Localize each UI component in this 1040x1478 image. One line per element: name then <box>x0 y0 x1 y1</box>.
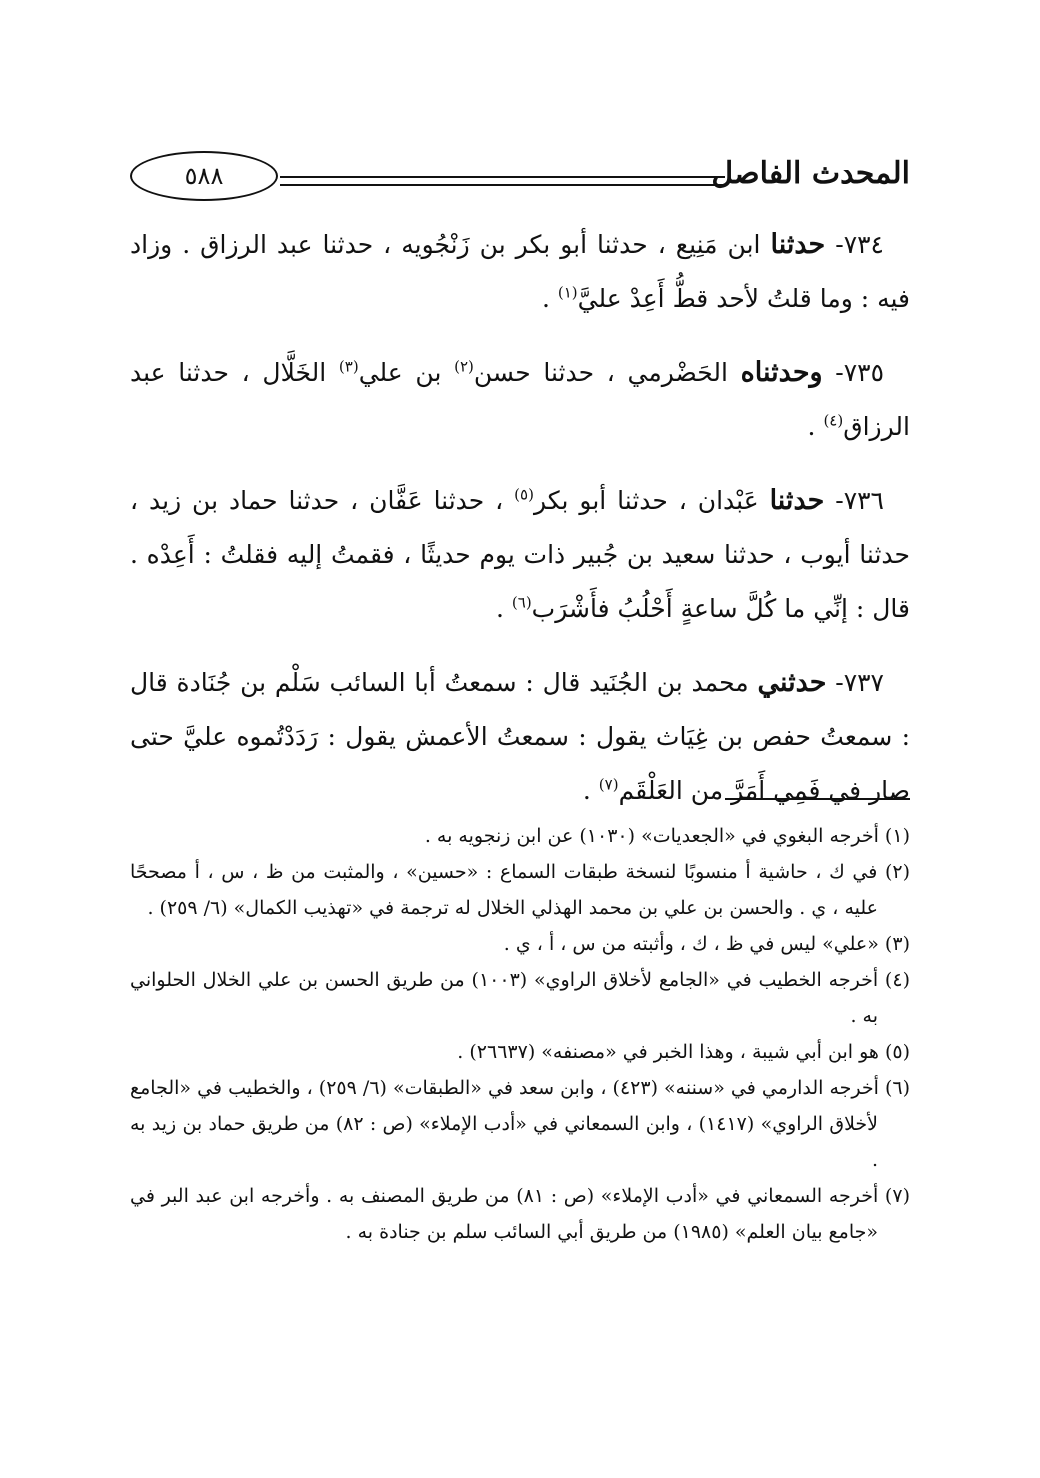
hadith-tail: . <box>495 594 512 623</box>
hadith-text: بن علي <box>358 358 455 387</box>
footnote-ref: (٢) <box>454 357 474 376</box>
footnote: (٥) هو ابن أبي شيبة ، وهذا الخبر في «مصنفه» (٢٦٦٣٧) . <box>457 1041 910 1063</box>
hadith-text: محمد بن الجُنَيد قال : سمعتُ أبا السائب سَلْم بن جُنَادة قال : سمعتُ حفص بن غِيَاث يقول : سمعتُ الأعمش يقول : رَدَدْتُموه عليَّ حتى صار في فَمِي أَمَرَّ من العَلْقَم <box>130 668 910 805</box>
footnotes <box>130 818 910 1250</box>
hadith-text: ابن مَنِيع ، حدثنا أبو بكر بن زَنْجُويه ، حدثنا عبد الرزاق . وزاد فيه : وما قلتُ لأحد قطُّ أَعِدْ عليَّ <box>130 230 910 313</box>
hadith-lead: حدثنا <box>769 485 825 516</box>
footnote-ref: (٧) <box>598 775 619 794</box>
page-header <box>130 148 910 218</box>
hadith-text: الحَضْرمي ، حدثنا حسن <box>473 358 728 387</box>
hadith-lead: حدثنا <box>770 229 826 260</box>
page-number: ٥٨٨ <box>130 151 278 201</box>
footnote: (٢) في ك ، حاشية أ منسوبًا لنسخة طبقات السماع : «حسين» ، والمثبت من ظ ، س ، أ مصححًا عليه ، ي . والحسن بن علي بن محمد الهذلي الخلال له ترجمة في «تهذيب الكمال» (٦/ ٢٥٩) . <box>130 861 910 919</box>
hadith-text: عَبْدان ، حدثنا أبو بكر <box>533 486 759 515</box>
hadith-tail: . <box>807 412 824 441</box>
footnote: (٣) «علي» ليس في ظ ، ك ، وأثبته من س ، أ ، ي . <box>503 933 910 955</box>
hadith-number: ٧٣٤- <box>835 230 884 259</box>
header-rule-bottom <box>280 184 725 186</box>
hadith-737 <box>130 656 910 818</box>
hadith-lead: وحدثناه <box>740 357 823 388</box>
hadith-tail: . <box>582 776 599 805</box>
footnote-ref: (٥) <box>514 485 534 504</box>
hadith-text: الخَلَّال ، حدثنا عبد الرزاق <box>130 358 910 441</box>
footnote-ref: (٤) <box>823 411 844 430</box>
hadith-tail: . <box>541 284 558 313</box>
hadith-number: ٧٣٦- <box>835 486 884 515</box>
header-rule-top <box>280 176 725 178</box>
footnote: (٦) أخرجه الدارمي في «سننه» (٤٢٣) ، وابن سعد في «الطبقات» (٦/ ٢٥٩) ، والخطيب في «الجامع لأخلاق الراوي» (١٤١٧) ، وابن السمعاني في «أدب الإملاء» (ص : ٨٢) من طريق حماد بن زيد به . <box>130 1077 910 1171</box>
footnote: (٤) أخرجه الخطيب في «الجامع لأخلاق الراوي» (١٠٠٣) من طريق الحسن بن علي الخلال الحلواني به . <box>130 969 910 1027</box>
hadith-number: ٧٣٧- <box>835 668 884 697</box>
footnote: (٧) أخرجه السمعاني في «أدب الإملاء» (ص : ٨١) من طريق المصنف به . وأخرجه ابن عبد البر في «جامع بيان العلم» (١٩٨٥) من طريق أبي السائب سلم بن جنادة به . <box>130 1185 910 1243</box>
hadith-number: ٧٣٥- <box>835 358 885 387</box>
book-title: المحدث الفاصل <box>711 156 910 191</box>
hadith-text: ، حدثنا عَفَّان ، حدثنا حماد بن زيد ، حدثنا أيوب ، حدثنا سعيد بن جُبير ذات يوم حديثًا ، فقمتُ إليه فقلتُ : أَعِدْه . قال : إنِّي ما كُلَّ ساعةٍ أَحْلُبُ فأَشْرَب <box>130 486 910 623</box>
footnote-separator <box>725 798 910 800</box>
hadith-735 <box>130 346 910 454</box>
hadith-lead: حدثني <box>757 667 827 698</box>
hadith-736 <box>130 474 910 636</box>
footnote-ref: (١) <box>557 283 578 302</box>
main-text <box>130 218 910 838</box>
hadith-734 <box>130 218 910 326</box>
footnote-ref: (٣) <box>338 357 359 376</box>
footnote-ref: (٦) <box>511 593 532 612</box>
footnote: (١) أخرجه البغوي في «الجعديات» (١٠٣٠) عن ابن زنجويه به . <box>424 825 910 847</box>
